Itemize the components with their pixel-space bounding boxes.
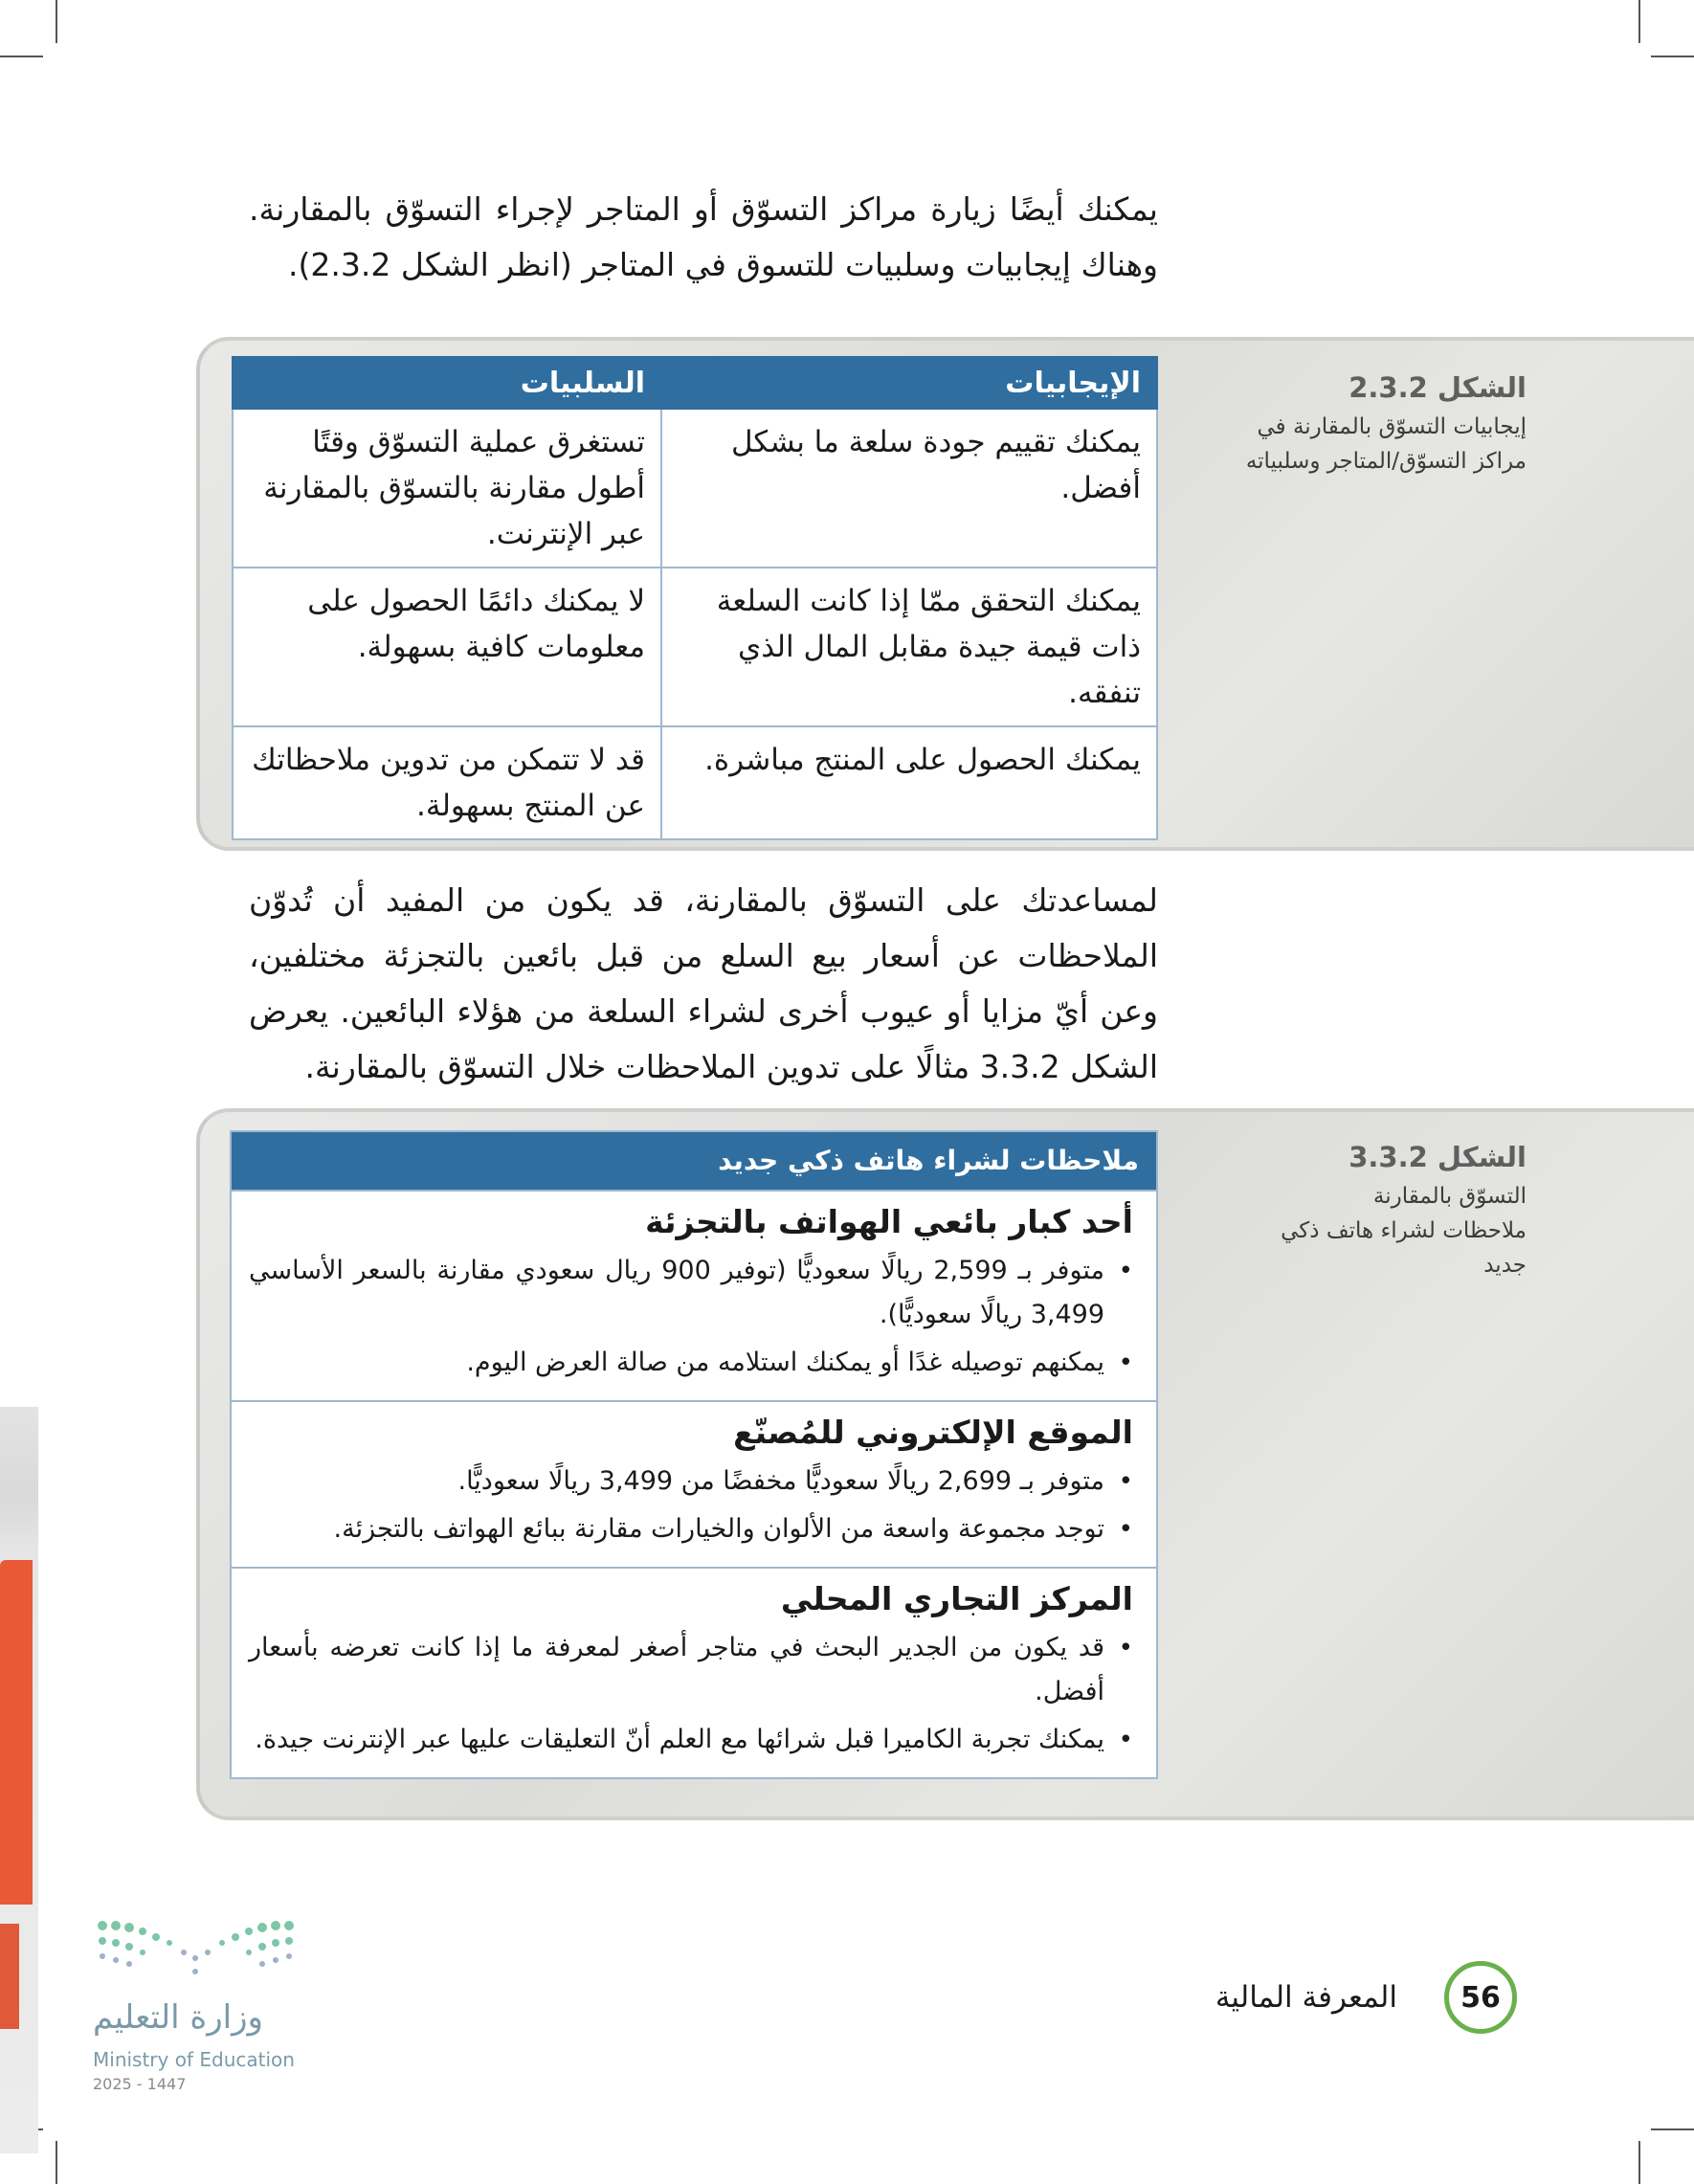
notes-section — [232, 1190, 1156, 1400]
crop-mark — [1638, 0, 1640, 43]
table-header-row — [233, 357, 1157, 409]
pro-cell: يمكنك الحصول على المنتج مباشرة. — [661, 726, 1157, 839]
page-number: 56 — [1444, 1961, 1517, 2034]
notes-section — [232, 1567, 1156, 1777]
ministry-name-ar: وزارة التعليم — [93, 1998, 263, 2037]
figure-caption-line: التسوّق بالمقارنة — [1372, 1184, 1527, 1209]
ministry-year: 2025 - 1447 — [93, 2075, 187, 2093]
bullet-list — [249, 1249, 1133, 1385]
notes-box — [230, 1130, 1158, 1779]
figure-caption: إيجابيات التسوّق بالمقارنة في مراكز التسوّق/المتاجر وسلبياته — [1245, 414, 1527, 474]
crop-mark — [56, 0, 57, 43]
ministry-name-en: Ministry of Education — [93, 2048, 295, 2071]
middle-paragraph: لمساعدتك على التسوّق بالمقارنة، قد يكون من المفيد أن تُدوّن الملاحظات عن أسعار بيع السلع من قبل بائعين بالتجزئة مختلفين، وعن أيّ مزايا أو عيوب أخرى لشراء السلعة من هؤلاء البائعين. يعرض الشكل 3.3.2 مثالًا على تدوين الملاحظات خلال التسوّق بالمقارنة. — [249, 881, 1158, 1085]
figure-label-2 — [1239, 1141, 1527, 1282]
figure-title: الشكل 2.3.2 — [1349, 371, 1527, 404]
bullet-list — [249, 1460, 1133, 1551]
crop-mark — [1651, 56, 1694, 57]
list-item: • يمكنك تجربة الكاميرا قبل شرائها مع العلم أنّ التعليقات عليها عبر الإنترنت جيدة. — [249, 1718, 1104, 1762]
list-item: • يمكنهم توصيله غدًا أو يمكنك استلامه من صالة العرض اليوم. — [249, 1341, 1104, 1385]
con-cell: قد لا تتمكن من تدوين ملاحظاتك عن المنتج بسهولة. — [233, 726, 661, 839]
list-item: • قد يكون من الجدير البحث في متاجر أصغر لمعرفة ما إذا كانت تعرضه بأسعار أفضل. — [249, 1626, 1104, 1714]
pro-cell: يمكنك تقييم جودة سلعة ما بشكل أفضل. — [661, 409, 1157, 568]
con-cell: لا يمكنك دائمًا الحصول على معلومات كافية بسهولة. — [233, 568, 661, 726]
crop-mark — [56, 2141, 57, 2184]
pros-cons-table — [232, 356, 1158, 840]
table-row — [233, 409, 1157, 568]
figure-label-1 — [1239, 371, 1527, 479]
table-row — [233, 726, 1157, 839]
section-heading: أحد كبار بائعي الهواتف بالتجزئة — [645, 1203, 1133, 1240]
pro-cell: يمكنك التحقق ممّا إذا كانت السلعة ذات قيمة جيدة مقابل المال الذي تنفقه. — [661, 568, 1157, 726]
table-row — [233, 568, 1157, 726]
notes-header: ملاحظات لشراء هاتف ذكي جديد — [232, 1132, 1156, 1190]
column-header-cons: السلبيات — [233, 357, 661, 409]
section-heading: الموقع الإلكتروني للمُصنّع — [733, 1414, 1133, 1451]
section-heading: المركز التجاري المحلي — [780, 1580, 1133, 1617]
list-item: • متوفر بـ 2,699 ريالًا سعوديًّا مخفضًا من 3,499 ريالًا سعوديًّا. — [249, 1460, 1104, 1504]
decorative-orange-shape — [0, 1924, 19, 2029]
bullet-list — [249, 1626, 1133, 1762]
column-header-pros: الإيجابيات — [661, 357, 1157, 409]
notes-section — [232, 1400, 1156, 1567]
figure-title: الشكل 3.3.2 — [1349, 1141, 1527, 1173]
list-item: • توجد مجموعة واسعة من الألوان والخيارات مقارنة ببائع الهواتف بالتجزئة. — [249, 1507, 1104, 1551]
ministry-logo-icon — [93, 1914, 299, 1991]
list-item: • متوفر بـ 2,599 ريالًا سعوديًّا (توفير 900 ريال سعودي مقارنة بالسعر الأساسي 3,499 ريالًا سعوديًّا). — [249, 1249, 1104, 1337]
crop-mark — [1638, 2141, 1640, 2184]
figure-caption-line: ملاحظات لشراء هاتف ذكي جديد — [1281, 1218, 1527, 1278]
con-cell: تستغرق عملية التسوّق وقتًا أطول مقارنة بالتسوّق بالمقارنة عبر الإنترنت. — [233, 409, 661, 568]
crop-mark — [1651, 2128, 1694, 2130]
intro-paragraph: يمكنك أيضًا زيارة مراكز التسوّق أو المتاجر لإجراء التسوّق بالمقارنة. وهناك إيجابيات وسلبيات للتسوق في المتاجر (انظر الشكل 2.3.2). — [249, 190, 1158, 283]
decorative-orange-shape — [0, 1560, 33, 1905]
book-title: المعرفة المالية — [1215, 1980, 1397, 2015]
crop-mark — [0, 56, 43, 57]
